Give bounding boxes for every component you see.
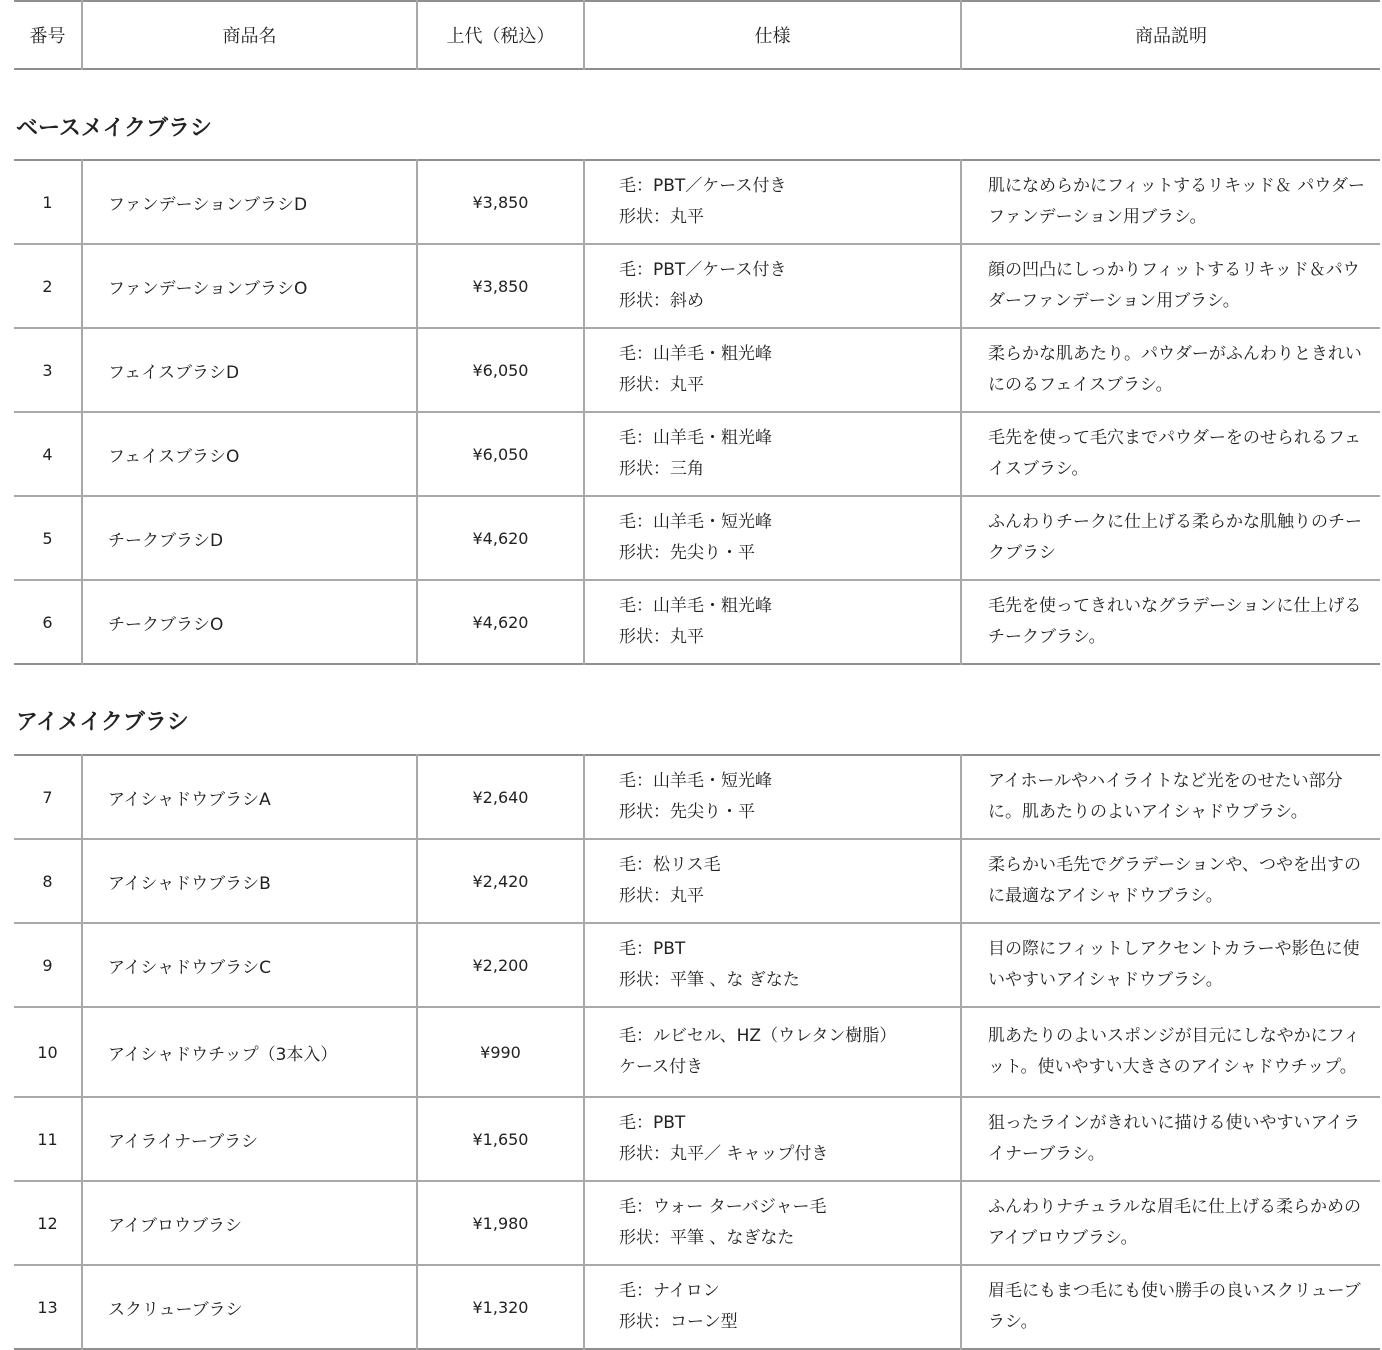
- spec-shape: 形状：コーン型: [619, 1312, 738, 1332]
- description-text: 柔らかな肌あたり。パウダーがふんわりときれいにのるフェイスブラシ。: [988, 344, 1362, 395]
- table-row: [14, 755, 1380, 839]
- product-spec: [584, 923, 961, 1007]
- spec-material: 毛：山羊毛・短光峰: [619, 771, 772, 791]
- description-text: ふんわりチークに仕上げる柔らかな肌触りのチークブラシ: [988, 512, 1362, 563]
- spec-shape: 形状：先尖り・平: [619, 802, 755, 822]
- product-name: チークブラシD: [82, 496, 417, 580]
- description-text: アイホールやハイライトなど光をのせたい部分に。肌あたりのよいアイシャドウブラシ。: [988, 771, 1343, 822]
- spec-shape: 形状：丸平: [619, 627, 704, 647]
- product-spec: [584, 1007, 961, 1097]
- product-price: ¥1,650: [417, 1097, 584, 1181]
- spec-shape: 形状：丸平／ キャップ付き: [619, 1144, 829, 1164]
- product-description: [961, 160, 1380, 244]
- spec-material: 毛：山羊毛・粗光峰: [619, 428, 772, 448]
- section-title-base: ベースメイクブラシ: [16, 116, 213, 141]
- spec-shape: ケース付き: [619, 1057, 704, 1077]
- product-description: [961, 328, 1380, 412]
- table-row: [14, 1097, 1380, 1181]
- product-spec: [584, 1097, 961, 1181]
- description-text: 毛先を使って毛穴までパウダーをのせられるフェイスブラシ。: [988, 428, 1361, 479]
- table-row: [14, 1265, 1380, 1349]
- product-price: ¥990: [417, 1007, 584, 1097]
- product-spec: [584, 1265, 961, 1349]
- product-description: [961, 412, 1380, 496]
- product-spec: [584, 328, 961, 412]
- product-description: [961, 1007, 1380, 1097]
- product-table-eye: [14, 754, 1380, 1350]
- spec-material: 毛：PBT: [619, 939, 686, 959]
- product-price: ¥1,320: [417, 1265, 584, 1349]
- table-row: [14, 160, 1380, 244]
- table-row: [14, 923, 1380, 1007]
- product-description: [961, 755, 1380, 839]
- spec-shape: 形状：三角: [619, 459, 704, 479]
- table-row: [14, 1181, 1380, 1265]
- product-price: ¥6,050: [417, 412, 584, 496]
- table-row: [14, 1007, 1380, 1097]
- product-number: 3: [14, 328, 82, 412]
- table-row: [14, 580, 1380, 664]
- product-price: ¥2,420: [417, 839, 584, 923]
- product-price: ¥1,980: [417, 1181, 584, 1265]
- product-price: ¥2,640: [417, 755, 584, 839]
- product-name: アイシャドウチップ（3本入）: [82, 1007, 417, 1097]
- product-number: 9: [14, 923, 82, 1007]
- product-price: ¥4,620: [417, 496, 584, 580]
- product-name: アイブロウブラシ: [82, 1181, 417, 1265]
- product-name: フェイスブラシD: [82, 328, 417, 412]
- header-desc: 商品説明: [961, 1, 1380, 69]
- description-text: 目の際にフィットしアクセントカラーや影色に使いやすいアイシャドウブラシ。: [988, 939, 1360, 990]
- spec-material: 毛：PBT／ケース付き: [619, 176, 787, 196]
- product-description: [961, 1181, 1380, 1265]
- product-number: 10: [14, 1007, 82, 1097]
- header-name: 商品名: [82, 1, 417, 69]
- spec-material: 毛：ルビセル、HZ（ウレタン樹脂）: [619, 1026, 897, 1046]
- product-number: 4: [14, 412, 82, 496]
- product-spec: [584, 839, 961, 923]
- product-name: チークブラシO: [82, 580, 417, 664]
- spec-material: 毛：山羊毛・粗光峰: [619, 344, 772, 364]
- spec-material: 毛：ナイロン: [619, 1281, 720, 1301]
- spec-material: 毛：松リス毛: [619, 855, 721, 875]
- product-price: ¥2,200: [417, 923, 584, 1007]
- section-title-eye: アイメイクブラシ: [16, 710, 189, 735]
- description-text: 顔の凹凸にしっかりフィットするリキッド＆パウダーファンデーション用ブラシ。: [988, 260, 1360, 311]
- product-price: ¥6,050: [417, 328, 584, 412]
- header-row: [14, 1, 1380, 69]
- product-number: 8: [14, 839, 82, 923]
- product-description: [961, 496, 1380, 580]
- table-row: [14, 328, 1380, 412]
- header-num: 番号: [29, 26, 66, 47]
- header-spec: 仕様: [584, 1, 961, 69]
- spec-shape: 形状：平筆 、なぎなた: [619, 1228, 795, 1248]
- table-row: [14, 412, 1380, 496]
- product-name: フェイスブラシO: [82, 412, 417, 496]
- product-spec: [584, 580, 961, 664]
- spec-shape: 形状：丸平: [619, 375, 704, 395]
- table-row: [14, 839, 1380, 923]
- description-text: 肌になめらかにフィットするリキッド＆ パウダーファンデーション用ブラシ。: [988, 176, 1366, 227]
- spec-shape: 形状：平筆 、な ぎなた: [619, 970, 800, 990]
- product-spec: [584, 496, 961, 580]
- header-price: 上代（税込）: [417, 1, 584, 69]
- spec-material: 毛：PBT: [619, 1113, 686, 1133]
- product-spec: [584, 244, 961, 328]
- spec-material: 毛：ウォー ターバジャー毛: [619, 1197, 827, 1217]
- product-spec: [584, 755, 961, 839]
- product-spec: [584, 1181, 961, 1265]
- table-row: [14, 244, 1380, 328]
- product-price: ¥3,850: [417, 244, 584, 328]
- description-text: 柔らかい毛先でグラデーションや、つやを出すのに最適なアイシャドウブラシ。: [988, 855, 1361, 906]
- product-price: ¥3,850: [417, 160, 584, 244]
- description-text: 狙ったラインがきれいに描ける使いやすいアイライナーブラシ。: [988, 1113, 1360, 1164]
- product-table-base: [14, 159, 1380, 665]
- product-number: 12: [14, 1181, 82, 1265]
- product-number: 11: [14, 1097, 82, 1181]
- product-description: [961, 923, 1380, 1007]
- description-text: ふんわりナチュラルな眉毛に仕上げる柔らかめのアイブロウブラシ。: [988, 1197, 1361, 1248]
- product-price: ¥4,620: [417, 580, 584, 664]
- spec-shape: 形状：丸平: [619, 207, 704, 227]
- product-spec: [584, 412, 961, 496]
- spec-shape: 形状：先尖り・平: [619, 543, 755, 563]
- description-text: 毛先を使ってきれいなグラデーションに仕上げるチークブラシ。: [988, 596, 1362, 647]
- product-name: アイシャドウブラシB: [82, 839, 417, 923]
- product-name: スクリューブラシ: [82, 1265, 417, 1349]
- header-table: [14, 0, 1380, 70]
- product-number: 6: [42, 612, 53, 632]
- product-name: ファンデーションブラシD: [82, 160, 417, 244]
- spec-material: 毛：山羊毛・短光峰: [619, 512, 772, 532]
- spec-shape: 形状：斜め: [619, 291, 704, 311]
- description-text: 肌あたりのよいスポンジが目元にしなやかにフィット。使いやすい大きさのアイシャドウチップ。: [988, 1026, 1361, 1077]
- description-text: 眉毛にもまつ毛にも使い勝手の良いスクリューブラシ。: [988, 1281, 1361, 1332]
- product-number: 13: [37, 1297, 58, 1317]
- product-number: 1: [14, 160, 82, 244]
- product-description: [961, 1097, 1380, 1181]
- product-number: 2: [14, 244, 82, 328]
- spec-material: 毛：山羊毛・粗光峰: [619, 596, 772, 616]
- product-description: [961, 580, 1380, 664]
- product-number: 5: [14, 496, 82, 580]
- product-description: [961, 839, 1380, 923]
- table-row: [14, 496, 1380, 580]
- product-spec: [584, 160, 961, 244]
- product-number: 7: [14, 755, 82, 839]
- product-name: アイライナーブラシ: [82, 1097, 417, 1181]
- product-name: ファンデーションブラシO: [82, 244, 417, 328]
- product-name: アイシャドウブラシC: [82, 923, 417, 1007]
- product-description: [961, 244, 1380, 328]
- spec-shape: 形状：丸平: [619, 886, 704, 906]
- product-description: [961, 1265, 1380, 1349]
- product-name: アイシャドウブラシA: [82, 755, 417, 839]
- spec-material: 毛：PBT／ケース付き: [619, 260, 787, 280]
